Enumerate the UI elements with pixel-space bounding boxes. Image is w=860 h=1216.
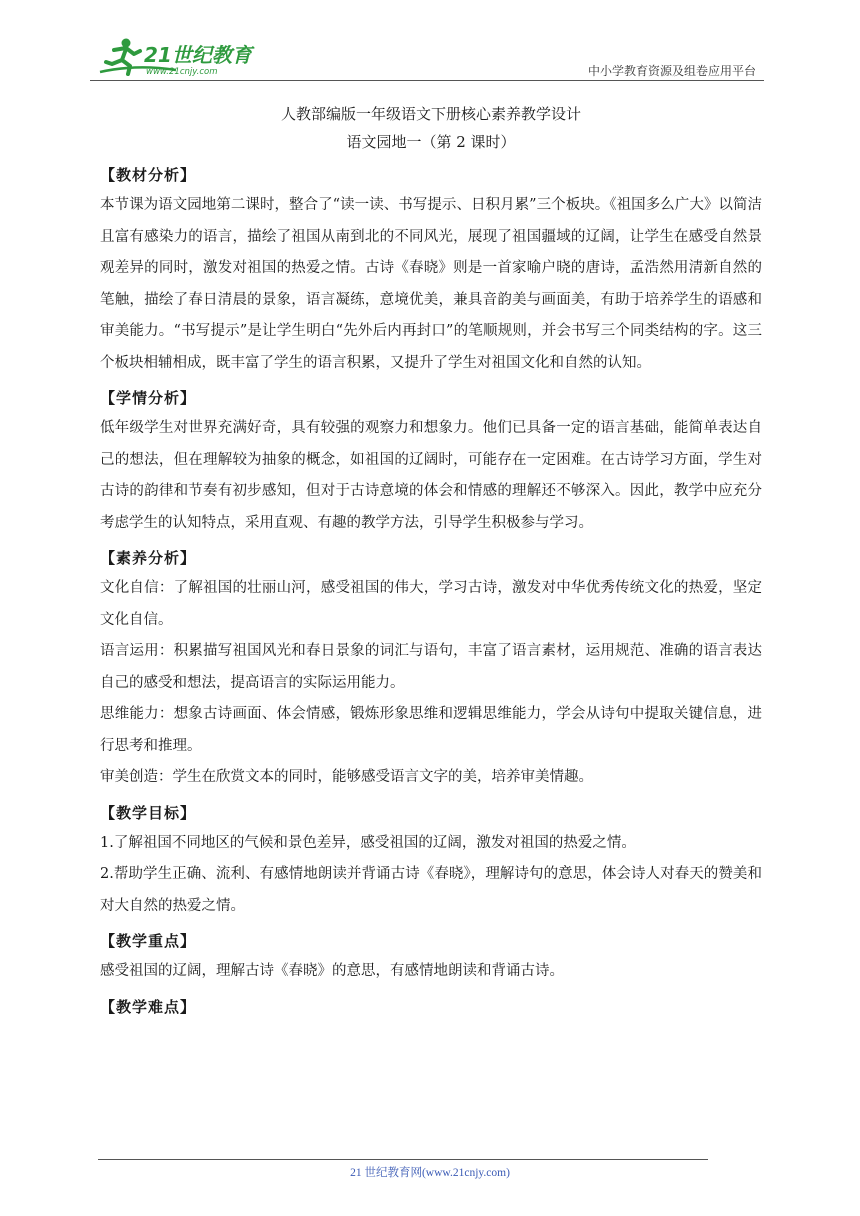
section-competency-analysis: [100, 543, 762, 794]
section-heading: 【学情分析】: [100, 389, 197, 407]
section-student-analysis: [100, 383, 762, 539]
site-logo: [96, 34, 266, 78]
header-platform-label: 中小学教育资源及组卷应用平台: [587, 64, 756, 78]
section-teaching-goals: [100, 798, 762, 923]
section-paragraph: 1.了解祖国不同地区的气候和景色差异，感受祖国的辽阔，激发对祖国的热爱之情。: [100, 834, 636, 851]
footer-divider: [98, 1159, 708, 1160]
document-body: [100, 100, 762, 1022]
section-teaching-difficulty: [100, 992, 762, 1022]
section-paragraph: 2.帮助学生正确、流利、有感情地朗读并背诵古诗《春晓》，理解诗句的意思，体会诗人对春天的赞美和对大自然的热爱之情。: [100, 866, 762, 914]
section-paragraph: 本节课为语文园地第二课时，整合了“读一读、书写提示、日积月累”三个板块。《祖国多么广大》以简洁且富有感染力的语言，描绘了祖国从南到北的不同风光，展现了祖国疆域的辽阔，让学生在感受自然景观差异的同时，激发对祖国的热爱之情。古诗《春晓》则是一首家喻户晓的唐诗，孟浩然用清新自然的笔触，描绘了春日清晨的景象，语言凝练，意境优美，兼具音韵美与画面美，有助于培养学生的语感和审美能力。“书写提示”是让学生明白“先外后内再封口”的笔顺规则，并会书写三个同类结构的字。这三个板块相辅相成，既丰富了学生的语言积累，又提升了学生对祖国文化和自然的认知。: [100, 197, 762, 371]
section-paragraph: 低年级学生对世界充满好奇，具有较强的观察力和想象力。他们已具备一定的语言基础，能简单表达自己的想法，但在理解较为抽象的概念，如祖国的辽阔时，可能存在一定困难。在古诗学习方面，学生对古诗的韵律和节奏有初步感知，但对于古诗意境的体会和情感的理解还不够深入。因此，教学中应充分考虑学生的认知特点，采用直观、有趣的教学方法，引导学生积极参与学习。: [100, 420, 762, 531]
document-title: 人教部编版一年级语文下册核心素养教学设计: [280, 105, 581, 123]
section-teaching-focus: [100, 926, 762, 988]
section-paragraph: 感受祖国的辽阔，理解古诗《春晓》的意思，有感情地朗读和背诵古诗。: [100, 963, 564, 979]
section-heading: 【教材分析】: [100, 166, 197, 184]
logo-wordmark: 21世纪教育: [144, 43, 252, 67]
page-header: [96, 34, 760, 80]
section-paragraph: 思维能力：想象古诗画面、体会情感，锻炼形象思维和逻辑思维能力，学会从诗句中提取关键信息，进行思考和推理。: [100, 706, 762, 754]
logo-url: www.21cnjy.com: [146, 67, 218, 77]
document-subtitle: 语文园地一（第 2 课时）: [346, 133, 516, 151]
footer-site-link[interactable]: 21 世纪教育网(www.21cnjy.com): [350, 1167, 510, 1179]
section-paragraph: 审美创造：学生在欣赏文本的同时，能够感受语言文字的美，培养审美情趣。: [100, 769, 593, 785]
header-divider: [90, 80, 764, 81]
section-heading: 【素养分析】: [100, 549, 197, 567]
section-paragraph: 语言运用：积累描写祖国风光和春日景象的词汇与语句，丰富了语言素材，运用规范、准确的语言表达自己的感受和想法，提高语言的实际运用能力。: [100, 643, 762, 691]
section-heading: 【教学目标】: [100, 803, 197, 822]
section-paragraph: 文化自信：了解祖国的壮丽山河，感受祖国的伟大，学习古诗，激发对中华优秀传统文化的热爱，坚定文化自信。: [100, 580, 762, 628]
section-heading: 【教学重点】: [100, 932, 197, 950]
section-textbook-analysis: [100, 160, 762, 379]
runner-logo-icon: [96, 34, 266, 78]
section-heading: 【教学难点】: [100, 997, 197, 1016]
